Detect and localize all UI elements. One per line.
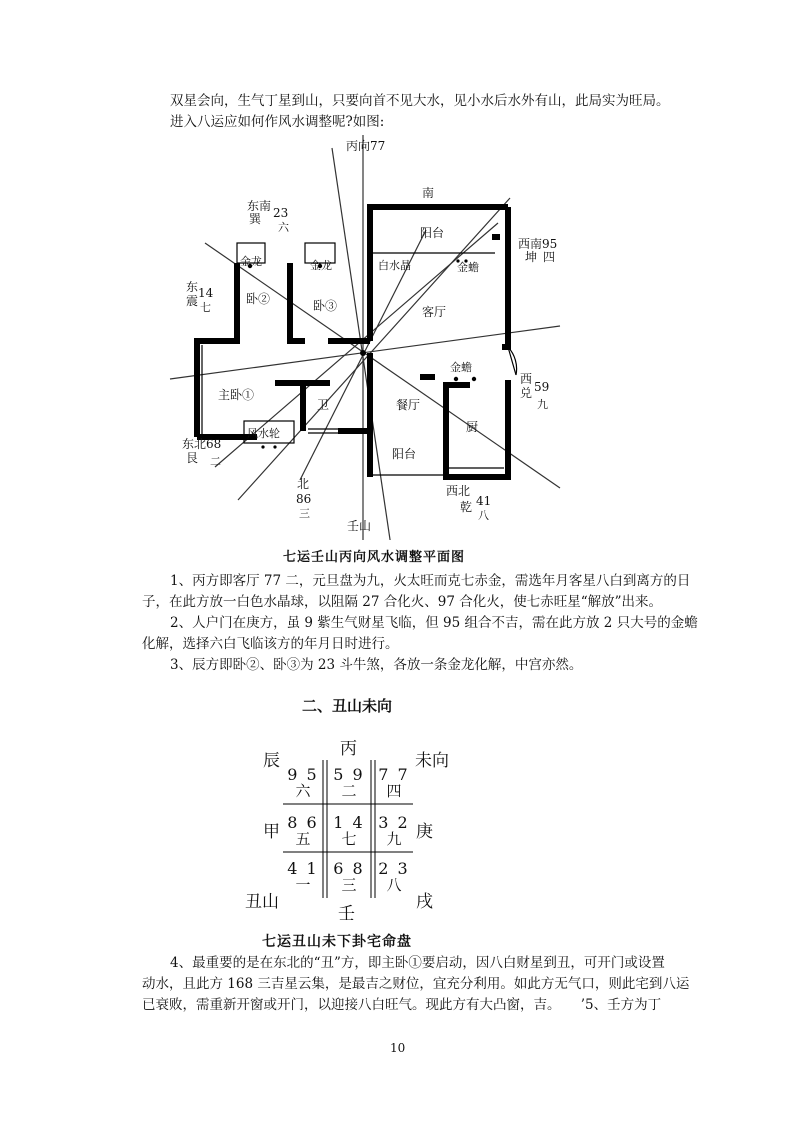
cell-stars: 5 9 xyxy=(333,765,365,784)
label-nan: 南 xyxy=(422,186,435,200)
label-xibei-eight: 八 xyxy=(478,509,489,522)
label-jinlong-2: 金龙 xyxy=(310,259,332,272)
para-2-line-2: 化解，选择六白飞临该方的年月日时进行。 xyxy=(142,636,399,652)
label-wo3: 卧③ xyxy=(313,299,338,313)
plan-caption: 七运壬山丙向风水调整平面图 xyxy=(283,550,466,565)
cell-stars: 3 2 xyxy=(378,813,410,832)
para-3-line-1: 3、辰方即卧②、卧③为 23 斗牛煞，各放一条金龙化解，中宫亦然。 xyxy=(170,657,583,673)
chart-caption: 七运丑山未下卦宅命盘 xyxy=(262,934,412,950)
label-zhuwo: 主卧① xyxy=(218,388,255,402)
label-xinan-four: 四 xyxy=(543,250,556,264)
chart-bottom-label: 壬 xyxy=(338,904,355,924)
chart-top-right-label: 未向 xyxy=(415,751,449,771)
para-4-line-3: 已衰败，需重新开窗或开门，以迎接八白旺气。现此方有大凸窗，吉。 ’5、壬方为丁 xyxy=(142,997,662,1013)
object-dot xyxy=(472,377,476,381)
label-dongnan-gua: 巽 xyxy=(249,212,262,226)
label-dongbei-two: 二 xyxy=(210,455,221,468)
cell-stars: 1 4 xyxy=(333,813,365,832)
label-dongbei: 东北68 xyxy=(182,437,222,451)
label-jinchan-2: 金蟾 xyxy=(450,361,472,374)
label-xinan-gua: 坤 xyxy=(525,250,538,264)
wall xyxy=(502,207,508,347)
label-dongnan-num: 23 xyxy=(273,206,289,220)
chart-mid-left-label: 甲 xyxy=(263,822,280,842)
para-2-line-1: 2、人户门在庚方，虽 9 紫生气财星飞临，但 95 组合不吉，需在此方放 2 只大号的金蟾 xyxy=(170,615,698,631)
cell-yun: 九 xyxy=(386,830,402,848)
label-dong-seven: 七 xyxy=(200,301,211,314)
cell-stars: 7 7 xyxy=(378,765,410,784)
flying-star-grid xyxy=(283,760,413,898)
center-point xyxy=(360,350,366,356)
object-dot xyxy=(261,445,264,448)
label-jinchan-1: 金蟾 xyxy=(457,261,479,274)
cell-yun: 二 xyxy=(341,782,357,800)
label-xibei: 西北 xyxy=(446,484,471,498)
label-xi-num: 59 xyxy=(534,380,550,394)
intro-line-2: 进入八运应如何作风水调整呢?如图: xyxy=(170,114,385,130)
label-xi-nine: 九 xyxy=(537,398,548,411)
label-dong-gua: 震 xyxy=(186,294,199,308)
palace-cell xyxy=(283,766,323,799)
label-yangtai-top: 阳台 xyxy=(420,226,445,240)
palace-cell xyxy=(327,814,371,847)
para-4-line-2: 动水，且此方 168 三吉星云集，是最吉之财位，宜充分利用。如此方无气口，则此宅到八运 xyxy=(142,976,690,992)
cell-yun: 四 xyxy=(386,782,402,800)
label-wo2: 卧② xyxy=(246,292,271,306)
label-xi-gua: 兑 xyxy=(520,386,533,400)
chart-bottom-right-label: 戌 xyxy=(416,892,433,912)
object-dot xyxy=(454,377,458,381)
palace-cell xyxy=(375,860,413,893)
label-canting: 餐厅 xyxy=(396,398,421,412)
cell-yun: 三 xyxy=(341,876,357,894)
label-dongbei-gua: 艮 xyxy=(186,451,199,465)
page-number: 10 xyxy=(390,1041,406,1055)
cell-stars: 9 5 xyxy=(287,765,319,784)
label-bing: 丙向77 xyxy=(346,139,386,153)
label-dong-num: 14 xyxy=(198,286,214,300)
cell-stars: 8 6 xyxy=(287,813,319,832)
cell-yun: 七 xyxy=(341,830,357,848)
palace-cell xyxy=(375,814,413,847)
label-yangtai-bottom: 阳台 xyxy=(392,447,417,461)
palace-cell xyxy=(327,860,371,893)
para-4-line-1: 4、最重要的是在东北的“丑”方，即主卧①要启动，因八白财星到丑，可开门或设置 xyxy=(170,955,665,971)
palace-cell xyxy=(283,814,323,847)
label-bei: 北 xyxy=(297,477,310,491)
label-dongnan: 东南 xyxy=(247,199,272,213)
label-fengshuilun: 风水轮 xyxy=(247,427,280,440)
label-dongnan-six: 六 xyxy=(278,221,289,234)
cell-stars: 4 1 xyxy=(287,859,319,878)
intro-line-1: 双星会向，生气丁星到山，只要向首不见大水，见小水后水外有山，此局实为旺局。 xyxy=(170,93,670,109)
label-dong: 东 xyxy=(186,280,199,294)
ray-line xyxy=(238,198,510,500)
section-heading: 二、丑山未向 xyxy=(302,697,393,715)
label-keting: 客厅 xyxy=(422,305,447,319)
label-xi: 西 xyxy=(520,372,533,386)
palace-cell xyxy=(283,860,323,893)
palace-cell xyxy=(327,766,371,799)
object-dot xyxy=(273,445,276,448)
label-xinan: 西南95 xyxy=(518,237,558,251)
label-bei-three: 三 xyxy=(299,507,310,520)
label-baishuijing: 白水晶 xyxy=(378,259,411,272)
palace-cell xyxy=(375,766,413,799)
cell-yun: 六 xyxy=(295,782,311,800)
label-chu: 厨 xyxy=(466,420,479,434)
chart-top-left-label: 辰 xyxy=(263,751,280,771)
chart-top-label: 丙 xyxy=(340,739,357,759)
cell-stars: 2 3 xyxy=(378,859,410,878)
chart-mid-right-label: 庚 xyxy=(416,822,433,842)
label-wei: 卫 xyxy=(317,398,330,412)
label-renshan: 壬山 xyxy=(347,519,372,533)
floor-plan-drawing xyxy=(160,135,580,540)
label-xibei-num: 41 xyxy=(476,494,492,508)
label-bei-num: 86 xyxy=(296,492,312,506)
cell-stars: 6 8 xyxy=(333,859,365,878)
cell-yun: 一 xyxy=(295,876,311,894)
para-1-line-2: 子，在此方放一白色水晶球，以阻隔 27 合化火、97 合化火，使七赤旺星“解放”出来。 xyxy=(142,594,663,610)
floor-plan-diagram xyxy=(160,135,580,540)
label-xibei-gua: 乾 xyxy=(460,500,473,514)
label-jinlong-1: 金龙 xyxy=(240,255,262,268)
cell-yun: 八 xyxy=(386,876,402,894)
para-1-line-1: 1、丙方即客厅 77 二，元旦盘为九，火太旺而克七赤金，需选年月客星八白到离方的日 xyxy=(170,573,691,589)
cell-yun: 五 xyxy=(295,830,311,848)
chart-bottom-left-label: 丑山 xyxy=(245,892,279,912)
